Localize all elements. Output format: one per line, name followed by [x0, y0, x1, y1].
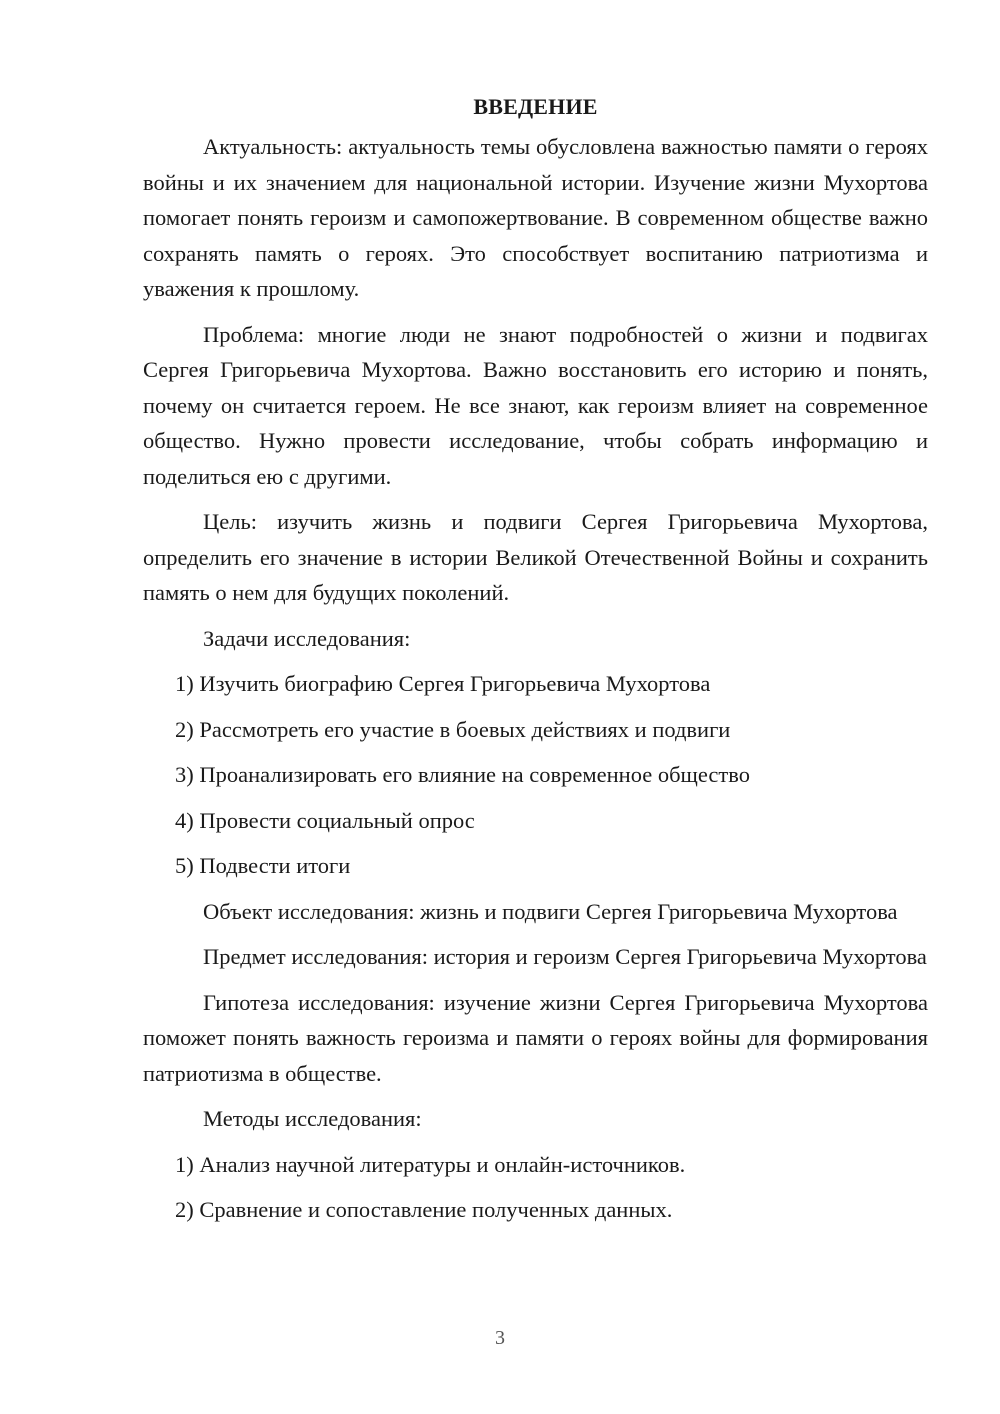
relevance-paragraph: Актуальность: актуальность темы обусловлена важностью памяти о героях войны и их значением для национальной истории. Изучение жизни Мухортова помогает понять героизм и самопожертвование. В современном обществе важно сохранять память о героях. Это способствует воспитанию патриотизма и уважения к прошлому.	[143, 134, 928, 301]
methods-heading: Методы исследования:	[203, 1106, 422, 1131]
method-item: 2) Сравнение и сопоставление полученных данных.	[175, 1197, 673, 1222]
task-item: 3) Проанализировать его влияние на современное общество	[175, 762, 750, 787]
object-paragraph: Объект исследования: жизнь и подвиги Сергея Григорьевича Мухортова	[203, 898, 898, 924]
problem-paragraph: Проблема: многие люди не знают подробностей о жизни и подвигах Сергея Григорьевича Мухортова. Важно восстановить его историю и понять, почему он считается героем. Не все знают, как героизм влияет на современное общество. Нужно провести исследование, чтобы собрать информацию и поделиться ею с другими.	[143, 321, 928, 489]
tasks-list	[143, 666, 928, 884]
task-item: 2) Рассмотреть его участие в боевых действиях и подвиги	[175, 716, 731, 742]
tasks-heading: Задачи исследования:	[203, 625, 411, 651]
document-page	[143, 92, 928, 1238]
task-item: 5) Подвести итоги	[175, 853, 351, 878]
section-title: ВВЕДЕНИЕ	[473, 94, 598, 119]
page-number: 3	[495, 1327, 505, 1349]
method-item: 1) Анализ научной литературы и онлайн-источников.	[175, 1151, 686, 1177]
hypothesis-paragraph: Гипотеза исследования: изучение жизни Сергея Григорьевича Мухортова поможет понять важность героизма и памяти о героях войны для формирования патриотизма в обществе.	[143, 989, 928, 1086]
goal-paragraph: Цель: изучить жизнь и подвиги Сергея Григорьевича Мухортова, определить его значение в истории Великой Отечественной Войны и сохранить память о нем для будущих поколений.	[143, 509, 928, 605]
task-item: 1) Изучить биографию Сергея Григорьевича Мухортова	[175, 671, 711, 696]
subject-paragraph: Предмет исследования: история и героизм Сергея Григорьевича Мухортова	[203, 944, 927, 969]
task-item: 4) Провести социальный опрос	[175, 807, 475, 833]
methods-list	[143, 1147, 928, 1228]
